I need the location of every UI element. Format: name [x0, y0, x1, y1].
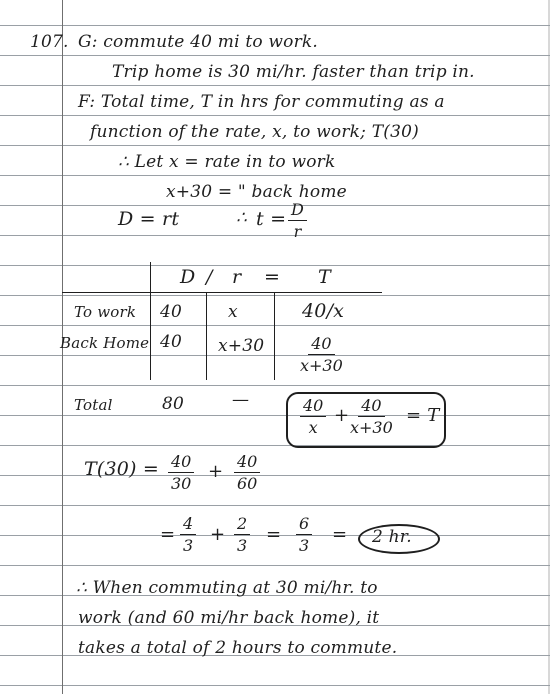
simpl-frac-3	[296, 516, 312, 554]
given-line: G: commute 40 mi to work.	[78, 32, 319, 52]
simpl-frac-2-den: 3	[237, 536, 248, 555]
table-header-slash: /	[206, 266, 213, 288]
table-header-r: r	[232, 266, 242, 288]
calc-frac-2-den: 60	[237, 474, 258, 493]
table-header-rule	[62, 292, 382, 293]
row-backhome-t	[300, 336, 343, 374]
calc-frac-1	[168, 454, 194, 492]
answer-text: 2 hr.	[372, 527, 412, 547]
row-backhome-t-den: x+30	[300, 356, 343, 375]
total-frac-1-num: 40	[300, 398, 326, 417]
table-divider-1	[150, 262, 151, 380]
total-frac-1	[300, 398, 326, 436]
total-d: 80	[162, 394, 185, 414]
simpl-frac-3-num: 6	[296, 516, 312, 535]
t-fraction-den: r	[293, 222, 302, 241]
formula-drt: D = rt	[118, 208, 180, 230]
calc-plus-2: +	[210, 524, 226, 545]
simpl-frac-2	[234, 516, 250, 554]
row-towork-label: To work	[74, 303, 137, 321]
row-backhome-label: Back Home	[60, 334, 150, 352]
row-towork-r: x	[228, 302, 238, 322]
simpl-frac-3-den: 3	[299, 536, 310, 555]
total-frac-1-den: x	[308, 418, 318, 437]
total-r: —	[232, 390, 250, 410]
calc-equals-3: =	[332, 524, 348, 545]
simpl-frac-2-num: 2	[234, 516, 250, 535]
trip-line: Trip home is 30 mi/hr. faster than trip in.	[112, 62, 475, 82]
row-backhome-r: x+30	[218, 336, 265, 356]
row-backhome-t-num: 40	[308, 336, 334, 355]
let-line: ∴ Let x = rate in to work	[118, 152, 336, 172]
total-frac-2-num: 40	[358, 398, 384, 417]
total-label: Total	[74, 396, 113, 414]
calc-frac-2-num: 40	[234, 454, 260, 473]
conclusion-line-3: takes a total of 2 hours to commute.	[78, 638, 398, 658]
simpl-frac-1-num: 4	[180, 516, 196, 535]
total-equals-t: = T	[406, 405, 440, 426]
calc-frac-1-den: 30	[171, 474, 192, 493]
total-plus: +	[334, 405, 350, 426]
find-line-1: F: Total time, T in hrs for commuting as a	[78, 92, 445, 112]
table-divider-3	[274, 292, 275, 380]
therefore-mark: ∴	[236, 208, 248, 228]
conclusion-line-1: ∴ When commuting at 30 mi/hr. to	[76, 578, 378, 598]
row-towork-t: 40/x	[302, 300, 345, 322]
table-header-t: T	[318, 266, 331, 288]
table-header-d: D	[180, 266, 196, 288]
calc-frac-1-num: 40	[168, 454, 194, 473]
simpl-frac-1-den: 3	[183, 536, 194, 555]
calc-lhs: T(30) =	[84, 458, 160, 480]
calc-equals-1: =	[160, 524, 176, 545]
row-backhome-d: 40	[160, 332, 183, 352]
t-equals: t =	[256, 208, 287, 230]
t-fraction-num: D	[288, 202, 307, 221]
calc-frac-2	[234, 454, 260, 492]
calc-plus: +	[208, 461, 224, 482]
problem-number: 107.	[30, 32, 69, 52]
table-header-eq: =	[264, 266, 281, 288]
calc-equals-2: =	[266, 524, 282, 545]
back-home-line: x+30 = " back home	[166, 182, 347, 202]
t-fraction	[288, 202, 307, 240]
simpl-frac-1	[180, 516, 196, 554]
find-line-2: function of the rate, x, to work; T(30)	[90, 122, 419, 142]
table-divider-2	[206, 292, 207, 380]
row-towork-d: 40	[160, 302, 183, 322]
total-frac-2	[350, 398, 393, 436]
conclusion-line-2: work (and 60 mi/hr back home), it	[78, 608, 380, 628]
total-frac-2-den: x+30	[350, 418, 393, 437]
